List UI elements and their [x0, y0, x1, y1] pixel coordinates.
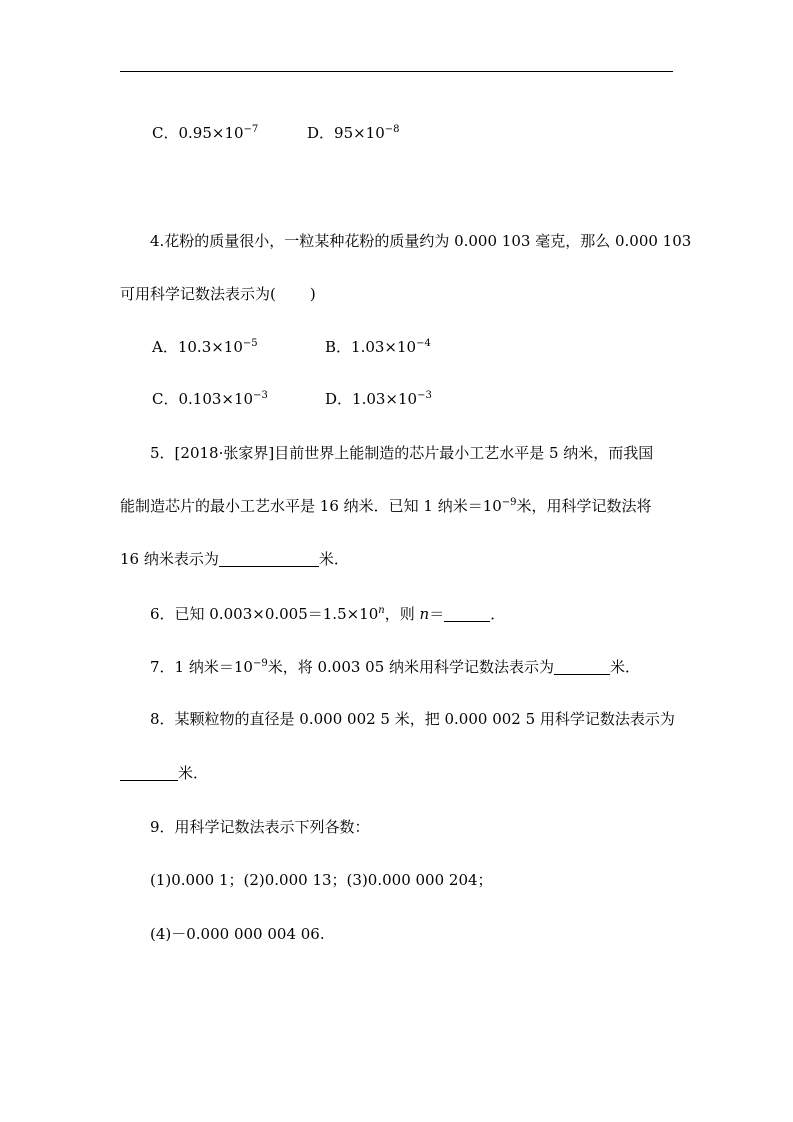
q5-stem-line1: 5．[2018·张家界]目前世界上能制造的芯片最小工艺水平是 5 纳米，而我国 [150, 444, 654, 462]
q3-option-c: C．$0.95\times 10^{-7}$ [152, 124, 259, 142]
q5-stem-line2: 能制造芯片的最小工艺水平是 16 纳米．已知 1 纳米$=10^{-9}$米，用科学记数法将 [120, 497, 652, 515]
q4-stem-line2: 可用科学记数法表示为( ) [120, 285, 316, 303]
q6-answer-blank[interactable] [444, 607, 490, 622]
q8-stem-line2: 米． [120, 763, 208, 783]
q9-item-4: (4)－0.000 000 004 06. [150, 925, 325, 943]
q4-option-b: B．$1.03\times 10^{-4}$ [325, 338, 431, 356]
q8-stem-line1: 8．某颗粒物的直径是 0.000 002 5 米，把 0.000 002 5 用科学记数法表示为 [150, 710, 675, 728]
q3-option-d: D．$95\times 10^{-8}$ [307, 124, 400, 142]
q8-answer-blank[interactable] [120, 766, 178, 781]
q4-option-d: D．$1.03\times 10^{-3}$ [325, 390, 432, 408]
q6-stem: 6．已知 $0.003\times 0.005=1.5\times 10^n$，则 n＝ ． [150, 605, 506, 623]
q7-stem: 7．1 纳米$=10^{-9}$米，将 0.003 05 纳米用科学记数法表示为 米． [150, 658, 641, 676]
q4-option-a: A．$10.3\times 10^{-5}$ [152, 338, 258, 356]
q4-stem-line1: 4.花粉的质量很小，一粒某种花粉的质量约为 0.000 103 毫克，那么 0.000 103 [150, 232, 692, 250]
q4-option-c: C．$0.103\times 10^{-3}$ [152, 390, 268, 408]
q7-answer-blank[interactable] [554, 660, 610, 675]
q5-answer-blank[interactable] [219, 552, 319, 567]
header-rule [120, 71, 673, 72]
q9-stem: 9．用科学记数法表示下列各数： [150, 818, 370, 836]
q5-stem-line3: 16 纳米表示为 米． [120, 550, 349, 568]
q9-items-1-3: (1)0.000 1；(2)0.000 13；(3)0.000 000 204； [150, 871, 493, 889]
